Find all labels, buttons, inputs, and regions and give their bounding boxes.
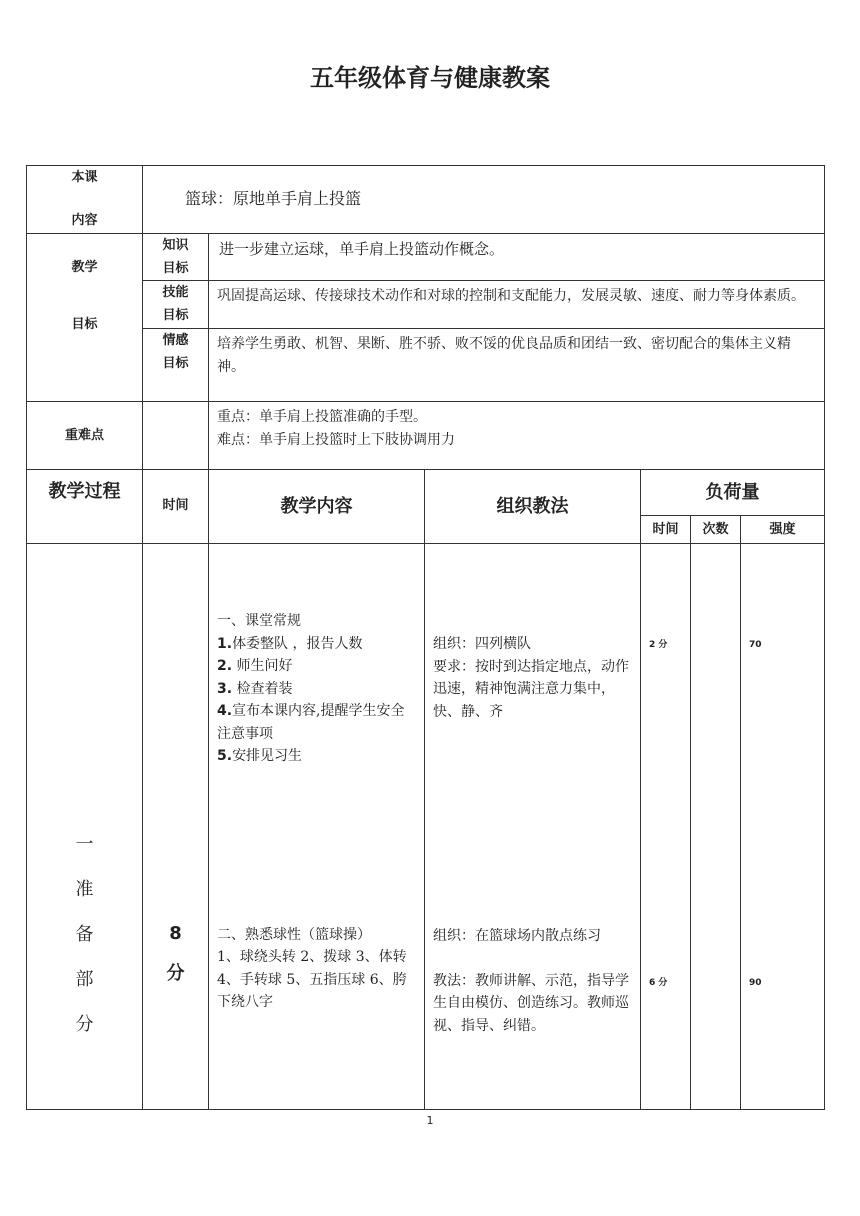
load-header: 负荷量	[641, 470, 825, 516]
lesson-content-label: 本课 内容	[27, 166, 143, 234]
part2-items: 1、球绕头转 2、拨球 3、体转 4、手转球 5、五指压球 6、胯下绕八字	[217, 949, 407, 1010]
method-header: 组织教法	[425, 470, 641, 544]
teaching-content-cell	[209, 544, 425, 1110]
teaching-goals-label: 教学 目标	[27, 234, 143, 402]
emotion-goal-label: 情感 目标	[143, 329, 209, 402]
part2-heading: 二、熟悉球性（篮球操）	[217, 926, 371, 943]
load-time-header: 时间	[641, 516, 691, 544]
part2-method: 教法：教师讲解、示范，指导学生自由模仿、创造练习。教师巡视、指导、纠错。	[433, 972, 629, 1034]
load-intensity-cell	[741, 544, 825, 1110]
key-points-label: 重难点	[27, 402, 143, 470]
part1-org: 组织：四列横队	[433, 636, 531, 652]
part1-item: 5.安排见习生	[217, 748, 303, 764]
key-difficulty: 难点：单手肩上投篮时上下肢协调用力	[217, 432, 455, 448]
part1-requirement: 要求：按时到达指定地点，动作迅速，精神饱满注意力集中，快、静、齐	[433, 658, 629, 720]
process-header: 教学过程	[27, 470, 143, 544]
content-header: 教学内容	[209, 470, 425, 544]
time-header: 时间	[143, 470, 209, 544]
load-intensity-header: 强度	[741, 516, 825, 544]
key-focus: 重点：单手肩上投篮准确的手型。	[217, 409, 427, 425]
page-number: 1	[426, 1114, 434, 1127]
part1-item: 4.宣布本课内容,提醒学生安全注意事项	[217, 703, 405, 742]
section-label: 一 准 备 部 分	[27, 544, 143, 1110]
page-title: 五年级体育与健康教案	[310, 64, 550, 92]
part1-heading: 一、课堂常规	[217, 613, 301, 629]
part1-intensity: 70	[749, 640, 762, 650]
emotion-goal-text: 培养学生勇敢、机智、果断、胜不骄、败不馁的优良品质和团结一致、密切配合的集体主义精神。	[209, 329, 825, 402]
part1-item: 2. 师生问好	[217, 658, 293, 674]
knowledge-goal-text: 进一步建立运球，单手肩上投篮动作概念。	[209, 234, 825, 281]
lesson-content: 篮球：原地单手肩上投篮	[143, 166, 825, 234]
key-points-text	[209, 402, 825, 470]
skill-goal-label: 技能 目标	[143, 281, 209, 329]
key-points-spacer	[143, 402, 209, 470]
knowledge-goal-label: 知识 目标	[143, 234, 209, 281]
load-time-cell	[641, 544, 691, 1110]
part1-item: 1.体委整队 ，报告人数	[217, 635, 363, 652]
skill-goal-text: 巩固提高运球、传接球技术动作和对球的控制和支配能力，发展灵敏、速度、耐力等身体素质。	[209, 281, 825, 329]
part1-load-time: 2 分	[649, 640, 668, 650]
part2-intensity: 90	[749, 978, 762, 988]
load-count-header: 次数	[691, 516, 741, 544]
part2-load-time: 6 分	[649, 978, 668, 988]
part1-item: 3. 检查着装	[217, 680, 293, 697]
organization-method-cell	[425, 544, 641, 1110]
load-count-cell	[691, 544, 741, 1110]
lesson-plan-table	[26, 165, 825, 1110]
section-duration: 8 分	[143, 544, 209, 1110]
part2-org: 组织：在篮球场内散点练习	[433, 928, 601, 944]
